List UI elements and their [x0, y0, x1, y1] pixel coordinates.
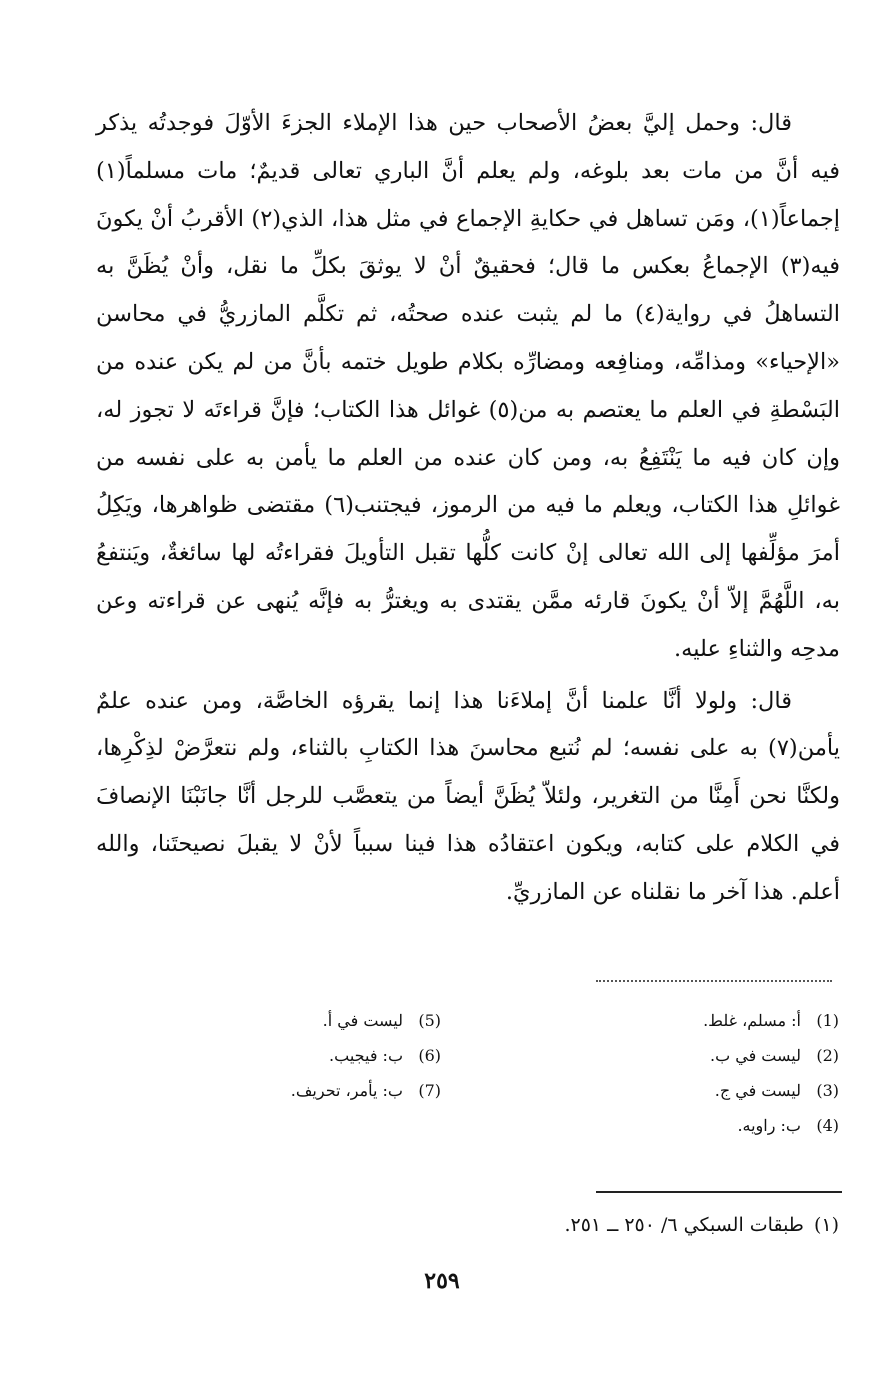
paragraph-2: قال: ولولا أنَّا علمنا أنَّ إملاءَنا هذا إنما يقرؤه الخاصَّة، ومن عنده علمٌ يأمن(٧) به على نفسه؛ لم نُتبع محاسنَ هذا الكتابِ بالثناء، ولم نتعرَّضْ لذِكْرِها، ولكنَّا نحن أَمِنَّا من التغرير، ولئلاّ يُظَنَّ أيضاً من يتعصَّب للرجل أنَّا جانَبْنَا الإنصافَ في الكلام على كتابه، ويكون اعتقادُه هذا فينا سبباً لأنْ لا يقبلَ نصيحتَنا، والله أعلم. هذا آخر ما نقلناه عن المازريِّ.	[96, 687, 840, 905]
note-number: (4)	[816, 1116, 839, 1135]
variant-note	[599, 1108, 839, 1143]
variant-note	[599, 1073, 839, 1108]
reference-footnote	[419, 1205, 839, 1245]
note-number: (2)	[816, 1046, 839, 1065]
variant-note	[599, 1003, 839, 1038]
notes-separator-dots	[596, 980, 832, 982]
note-number: (5)	[418, 1011, 441, 1030]
note-text: ب: فيجيب.	[329, 1046, 403, 1065]
note-text: ليست في أ.	[322, 1011, 403, 1030]
reference-text: طبقات السبكي ٦/ ٢٥٠ ــ ٢٥١.	[564, 1214, 804, 1236]
variant-notes-left-column	[201, 1003, 441, 1108]
footnote-rule	[596, 1191, 842, 1193]
variant-note	[201, 1038, 441, 1073]
note-number: (6)	[418, 1046, 441, 1065]
note-number: (3)	[816, 1081, 839, 1100]
variant-note	[201, 1003, 441, 1038]
page-number: ٢٥٩	[424, 1268, 460, 1294]
reference-number: (١)	[813, 1214, 839, 1236]
note-number: (1)	[816, 1011, 839, 1030]
note-text: ب: يأمر، تحريف.	[290, 1081, 403, 1100]
paragraph-1: قال: وحمل إليَّ بعضُ الأصحاب حين هذا الإملاء الجزءَ الأوّلَ فوجدتُه يذكر فيه أنَّ من مات بعد بلوغه، ولم يعلم أنَّ الباري تعالى قديمٌ؛ مات مسلماً(١) إجماعاً(١)، ومَن تساهل في حكايةِ الإجماع في مثل هذا، الذي(٢) الأقربُ أنْ يكونَ فيه(٣) الإجماعُ بعكس ما قال؛ فحقيقٌ أنْ لا يوثقَ بكلِّ ما نقل، وأنْ يُظَنَّ به التساهلُ في رواية(٤) ما لم يثبت عنده صحتُه، ثم تكلَّم المازريُّ في محاسن «الإحياء» ومذامِّه، ومنافِعه ومضارِّه بكلام طويل ختمه بأنَّ من لم يكن عنده من البَسْطةِ في العلم ما يعتصم به من(٥) غوائل هذا الكتاب؛ فإنَّ قراءتَه لا تجوز له، وإن كان فيه ما يَنْتَفِعُ به، ومن كان عنده من العلم ما يأمن به على نفسه من غوائلِ هذا الكتاب، ويعلم ما فيه من الرموز، فيجتنب(٦) مقتضى ظواهرها، ويَكِلُ أمرَ مؤلِّفها إلى الله تعالى إنْ كانت كلُّها تقبل التأويلَ فقراءتُه لها سائغةٌ، ويَنتفعُ به، اللَّهُمَّ إلاّ أنْ يكونَ قارئه ممَّن يقتدى به ويغترُّ به فإنَّه يُنهى عن قراءته وعن مدحِه والثناءِ عليه.	[96, 110, 840, 662]
variant-note	[599, 1038, 839, 1073]
variant-note	[201, 1073, 441, 1108]
variant-notes-right-column	[599, 1003, 839, 1143]
note-text: ب: راويه.	[737, 1116, 801, 1135]
main-text	[96, 100, 840, 917]
note-text: ليست في ب.	[710, 1046, 801, 1065]
note-text: أ: مسلم، غلط.	[703, 1011, 801, 1030]
note-number: (7)	[418, 1081, 441, 1100]
note-text: ليست في ج.	[714, 1081, 801, 1100]
